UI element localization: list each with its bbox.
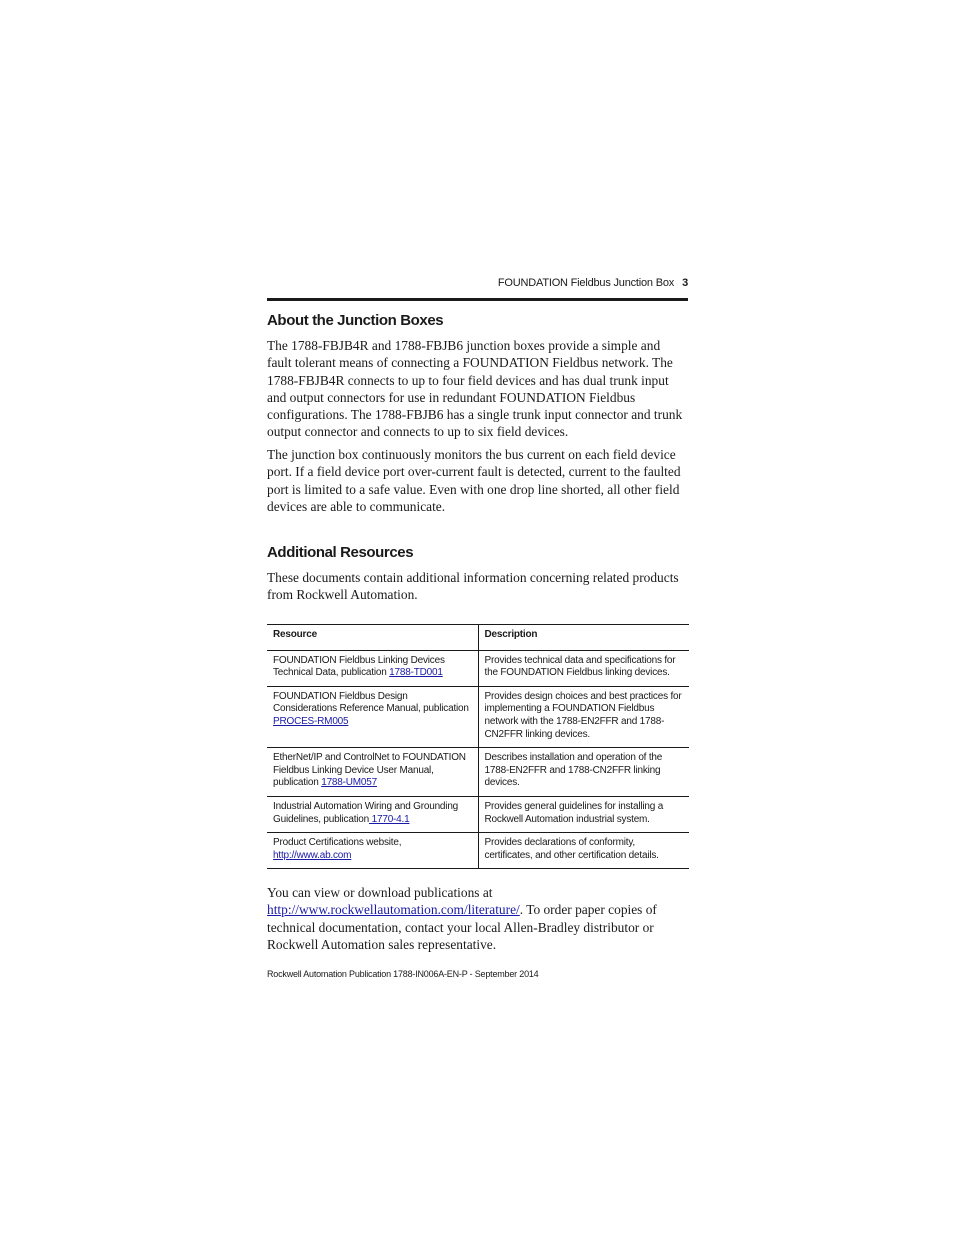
resource-cell	[267, 796, 478, 832]
description-cell: Provides technical data and specifications for the FOUNDATION Fieldbus linking devices.	[478, 650, 689, 686]
section-heading-resources: Additional Resources	[267, 544, 414, 561]
column-header-resource: Resource	[267, 625, 478, 651]
publication-link[interactable]: 1788-UM057	[321, 777, 378, 789]
description-cell: Describes installation and operation of the 1788-EN2FFR and 1788-CN2FFR linking devices.	[478, 748, 689, 797]
about-paragraph-2: The junction box continuously monitors the bus current on each field device port. If a field device port over-current fault is detected, current to the faulted port is limited to a safe value. Even with one drop line shorted, all other field devices are able to communicate.	[267, 447, 681, 514]
header-title: FOUNDATION Fieldbus Junction Box	[497, 277, 675, 289]
description-cell: Provides declarations of conformity, certificates, and other certification details.	[478, 833, 689, 869]
header-rule	[267, 298, 688, 301]
description-cell: Provides general guidelines for installing a Rockwell Automation industrial system.	[478, 796, 689, 832]
resource-text: Industrial Automation Wiring and Grounding Guidelines, publication	[273, 800, 459, 825]
table-row	[267, 833, 689, 869]
column-header-description: Description	[478, 625, 689, 651]
resource-text: EtherNet/IP and ControlNet to FOUNDATION Fieldbus Linking Device User Manual, publication	[273, 752, 466, 789]
running-header	[267, 277, 688, 293]
publication-link[interactable]: PROCES-RM005	[273, 715, 349, 727]
page-footer: Rockwell Automation Publication 1788-IN006A-EN-P - September 2014	[267, 969, 539, 979]
literature-link[interactable]: http://www.rockwellautomation.com/literature/	[267, 902, 520, 918]
resources-intro: These documents contain additional information concerning related products from Rockwell Automation.	[267, 570, 679, 603]
about-paragraph-1: The 1788-FBJB4R and 1788-FBJB6 junction boxes provide a simple and fault tolerant means of connecting a FOUNDATION Fieldbus network. The 1788-FBJB4R connects to up to four field devices and has dual trunk input and output connectors for use in redundant FOUNDATION Fieldbus configurations. The 1788-FBJB6 has a single trunk input connector and trunk output connector and connects to up to six field devices.	[267, 338, 683, 440]
website-link[interactable]: http://www.ab.com	[273, 849, 352, 861]
resource-text: Product Certifications website,	[273, 837, 402, 849]
section-heading-about: About the Junction Boxes	[267, 312, 444, 329]
resource-text: FOUNDATION Fieldbus Linking Devices Technical Data, publication	[273, 654, 445, 679]
table-header-row	[267, 625, 689, 651]
closing-paragraph	[267, 884, 688, 953]
table-row	[267, 796, 689, 832]
table-row	[267, 650, 689, 686]
resource-cell	[267, 650, 478, 686]
resource-cell	[267, 686, 478, 747]
closing-text-after: . To order paper copies of technical documentation, contact your local Allen-Bradley distributor or Rockwell Automation sales representative.	[267, 902, 657, 952]
table-row	[267, 748, 689, 797]
page-number: 3	[682, 277, 688, 289]
resources-table	[267, 624, 689, 869]
resource-cell	[267, 748, 478, 797]
resource-cell	[267, 833, 478, 869]
closing-text-before: You can view or download publications at	[267, 885, 493, 900]
table-row	[267, 686, 689, 747]
publication-link[interactable]: 1788-TD001	[389, 667, 443, 679]
description-cell: Provides design choices and best practices for implementing a FOUNDATION Fieldbus network with the 1788-EN2FFR and 1788-CN2FFR linking devices.	[478, 686, 689, 747]
publication-link[interactable]: 1770-4.1	[369, 813, 410, 825]
resource-text: FOUNDATION Fieldbus Design Considerations Reference Manual, publication	[273, 690, 469, 715]
